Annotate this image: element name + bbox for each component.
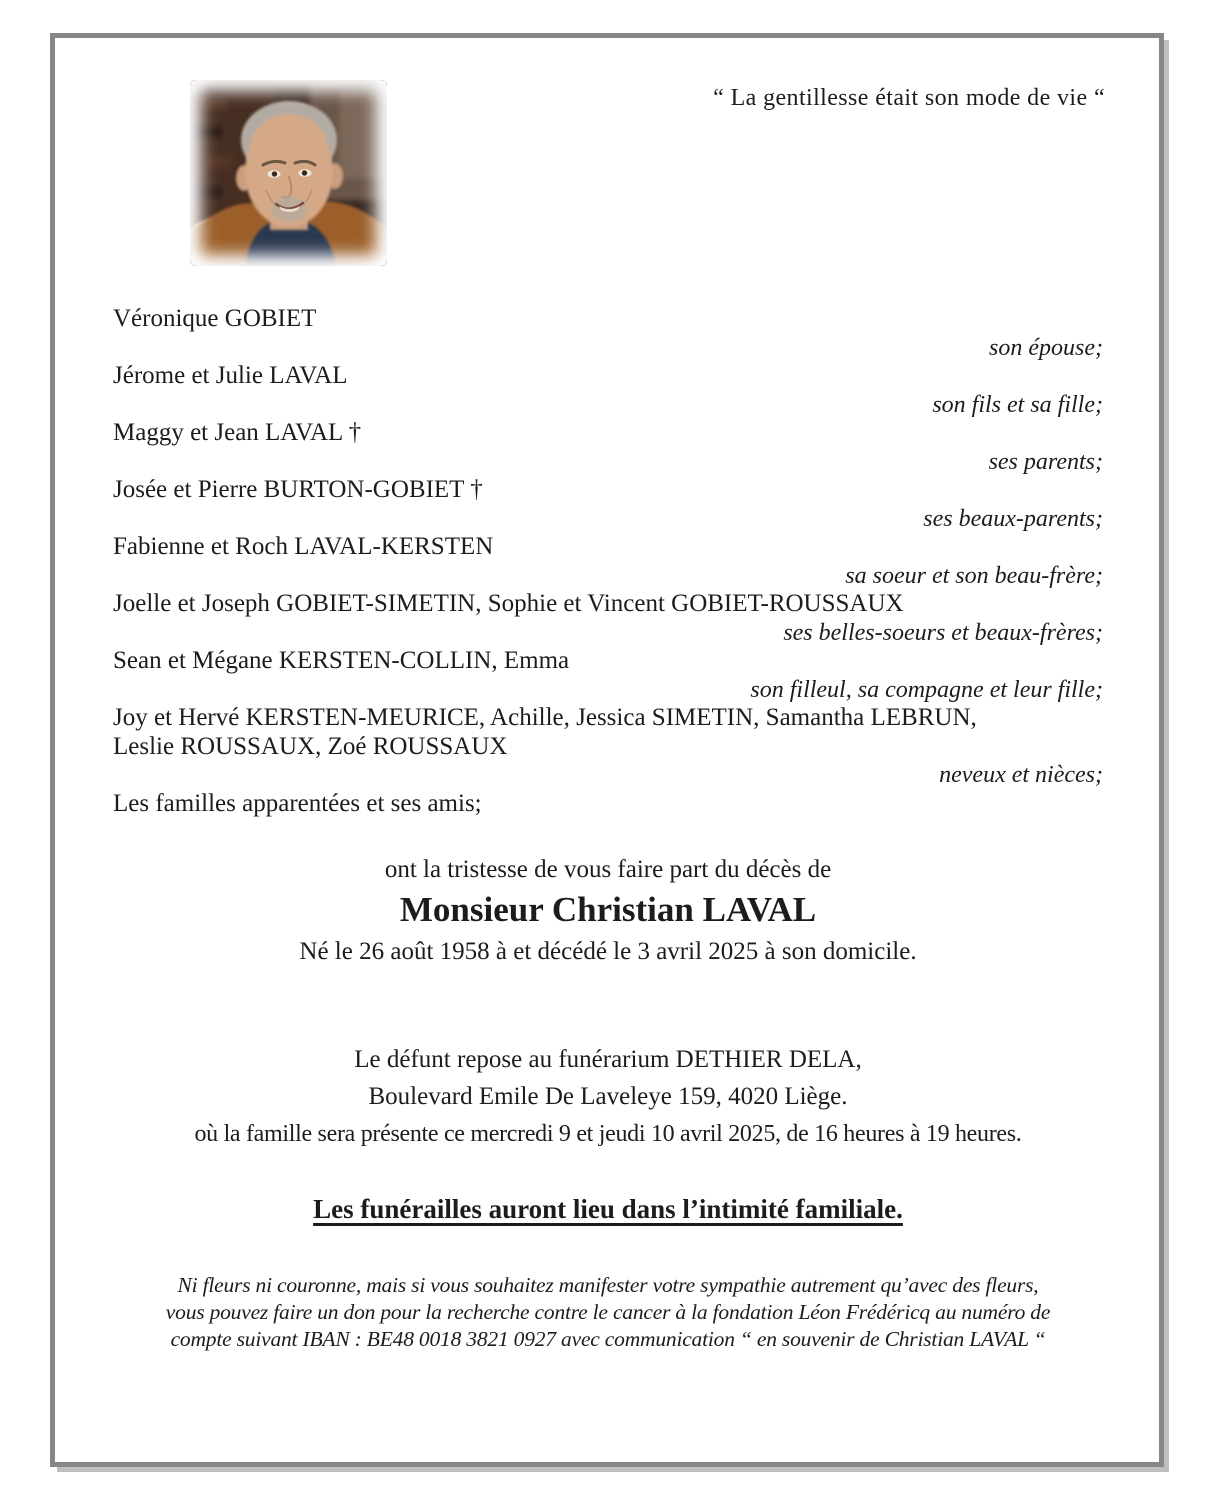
donation-paragraph [113,1272,1103,1353]
family-names: Sean et Mégane KERSTEN-COLLIN, Emma [113,647,570,674]
main-content [113,305,1103,1353]
family-relation: son filleul, sa compagne et leur fille; [750,676,1103,703]
family-group [113,362,1103,419]
family-group [113,476,1103,533]
announcement-page [50,33,1164,1467]
family-relation: ses parents; [988,448,1103,475]
family-names: Josée et Pierre BURTON-GOBIET † [113,476,483,503]
donation-line: Ni fleurs ni couronne, mais si vous souhaitez manifester votre sympathie autrement qu’avec des fleurs, [177,1273,1039,1297]
repose-visiting-hours: où la famille sera présente ce mercredi 9 et jeudi 10 avril 2025, de 16 heures à 19 heures. [194,1121,1022,1147]
family-relation: son épouse; [989,334,1103,361]
funeral-notice: Les funérailles auront lieu dans l’intimité familiale. [313,1194,903,1224]
family-group [113,704,1103,790]
family-relation: sa soeur et son beau-frère; [845,562,1103,589]
family-group [113,790,1103,819]
donation-line: compte suivant IBAN : BE48 0018 3821 0927 avec communication “ en souvenir de Christian LAVAL “ [170,1327,1046,1351]
portrait-photo [190,80,387,266]
family-relation: ses beaux-parents; [923,505,1103,532]
family-relation: neveux et nièces; [939,762,1103,788]
family-group [113,533,1103,590]
family-names: Leslie ROUSSAUX, Zoé ROUSSAUX [113,732,508,760]
donation-line: vous pouvez faire un don pour la recherche contre le cancer à la fondation Léon Frédéricq au numéro de [165,1300,1051,1324]
repose-address: Boulevard Emile De Laveleye 159, 4020 Liège. [368,1083,848,1110]
family-group [113,419,1103,476]
family-names: Maggy et Jean LAVAL † [113,419,362,446]
family-names: Jérome et Julie LAVAL [113,362,348,389]
family-names: Joelle et Joseph GOBIET-SIMETIN, Sophie et Vincent GOBIET-ROUSSAUX [113,590,904,617]
family-group [113,305,1103,362]
family-names: Véronique GOBIET [113,305,317,332]
birth-death-dates: Né le 26 août 1958 à et décédé le 3 avril 2025 à son domicile. [299,938,917,965]
announcement-section [113,855,1103,967]
family-relation: son fils et sa fille; [932,391,1103,418]
family-group [113,590,1103,647]
deceased-name: Monsieur Christian LAVAL [399,890,817,929]
family-names: Les familles apparentées et ses amis; [113,789,482,817]
family-names: Joy et Hervé KERSTEN-MEURICE, Achille, Jessica SIMETIN, Samantha LEBRUN, [113,704,977,731]
family-names: Fabienne et Roch LAVAL-KERSTEN [113,533,494,560]
family-list [113,305,1103,818]
repose-section [113,1045,1103,1149]
repose-funerarium: Le défunt repose au funérarium DETHIER DELA, [354,1046,862,1073]
memorial-quote: “ La gentillesse était son mode de vie “ [713,85,1105,111]
announcement-intro: ont la tristesse de vous faire part du décès de [384,856,832,883]
family-relation: ses belles-soeurs et beaux-frères; [783,619,1103,646]
portrait-illustration [190,80,387,266]
family-group [113,647,1103,704]
